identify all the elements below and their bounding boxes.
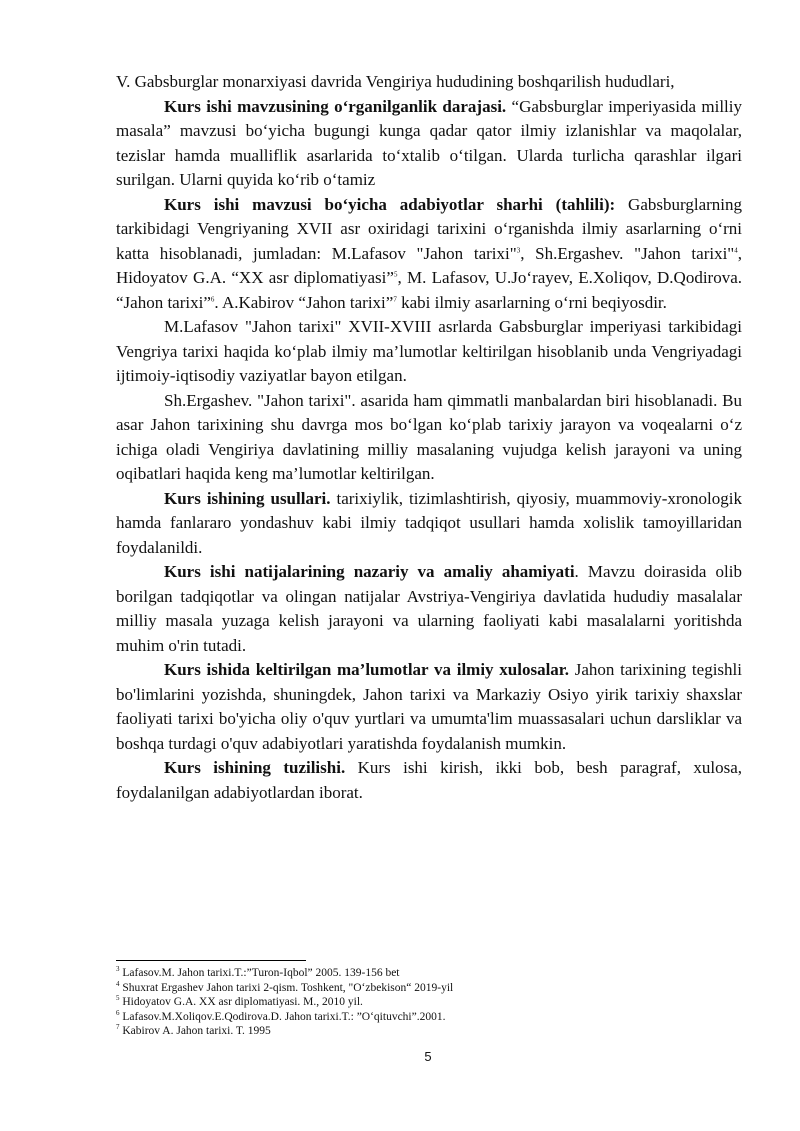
footnote-number: 7 xyxy=(116,1023,120,1032)
footnote-item xyxy=(116,995,742,1010)
footnote-number: 3 xyxy=(116,965,120,974)
footnote-ref: 3 xyxy=(516,245,521,254)
heading-structure: Kurs ishining tuzilishi. xyxy=(164,758,346,777)
text-structure: Kurs ishi kirish, ikki bob, besh paragraf, xulosa, foydalanilgan adabiyotlardan iborat. xyxy=(116,758,742,802)
footnote-text: Shuxrat Ergashev Jahon tarixi 2-qism. Toshkent, "O‘zbekison“ 2019-yil xyxy=(119,981,454,994)
text-literature-review-2: , Sh.Ergashev. "Jahon tarixi" xyxy=(520,243,735,263)
paragraph-ergashev: Sh.Ergashev. "Jahon tarixi". asarida ham qimmatli manbalardan biri hisoblanadi. Bu asar Jahon tarixining shu davrga mos bo‘lgan ko‘plab tarixiy jarayon va voqealarni o‘z ichiga oladi Vengiriya davlatining milliy masalaning vujudga kelish jarayoni va uning oqibatlari haqida keng ma’lumotlar keltirilgan. xyxy=(116,390,742,483)
heading-study-degree: Kurs ishi mavzusining o‘rganilganlik darajasi. xyxy=(164,96,507,116)
text-literature-review-6: kabi ilmiy asarlarning o‘rni beqiyosdir. xyxy=(396,292,667,312)
paragraph-lafasov: M.Lafasov "Jahon tarixi" XVII-XVIII asrlarda Gabsburglar imperiyasi tarkibidagi Vengriya tarixi haqida ko‘plab ilmiy ma’lumotlar keltirilgan hisoblanib unda Vengriyadagi ijtimoiy-iqtisodiy vaziyatlar bayon etilgan. xyxy=(116,317,742,385)
text-conclusions: Jahon tarixining tegishli bo'limlarini yozishda, shuningdek, Jahon tarixi va Markaziy Osiyo yirik tarixiy shaxslar faoliyati tarixi bo'yicha oliy o'quv yurtlari va umumta'lim muassasalari uchun darsliklar va boshqa turdagi o'quv adabiyotlari yaratishda foydalanish mumkin. xyxy=(116,660,742,753)
paragraph-conclusions xyxy=(116,658,742,756)
footnote-number: 4 xyxy=(116,979,120,988)
page-number: 5 xyxy=(424,1049,432,1064)
footnote-item xyxy=(116,1024,742,1039)
heading-literature-review: Kurs ishi mavzusi bo‘yicha adabiyotlar sharhi (tahlili): xyxy=(164,194,616,214)
footnote-item xyxy=(116,1010,742,1025)
document-body xyxy=(116,70,742,805)
footnote-ref: 6 xyxy=(210,294,215,303)
footnote-ref: 4 xyxy=(734,245,738,254)
text-literature-review-5: . A.Kabirov “Jahon tarixi” xyxy=(214,292,394,312)
footnote-separator xyxy=(116,960,306,961)
footnote-text: Lafasov.M.Xoliqov.E.Qodirova.D. Jahon tarixi.T.: ”O‘qituvchi”.2001. xyxy=(119,1010,446,1023)
text-study-degree: “Gabsburglar imperiyasida milliy masala” mavzusi bo‘yicha bugungi kunga qadar qator ilmiy izlanishlar va maqolalar, tezislar hamda mualliflik asarlarida to‘xtalib o‘tilgan. Ularda turlicha qarashlar ilgari surilgan. Ularni quyida ko‘rib o‘tamiz xyxy=(116,96,742,189)
text-literature-review-4: , M. Lafasov, U.Jo‘rayev, E.Xoliqov, D.Qodirova. “Jahon tarixi” xyxy=(116,268,743,312)
paragraph-significance xyxy=(116,560,742,658)
footnote-number: 6 xyxy=(116,1008,120,1017)
footnotes xyxy=(116,966,742,1039)
paragraph-structure xyxy=(116,756,742,805)
text-literature-review-1: Gabsburglarning tarkibidagi Vengriyaning XVII asr oxiridagi tarixini o‘rganishda ilmiy asarlarning o‘rni katta hisoblanadi, jumladan: M.Lafasov "Jahon tarixi" xyxy=(116,194,743,263)
paragraph-methods xyxy=(116,487,742,561)
footnote-number: 5 xyxy=(116,994,120,1003)
text-significance: . Mavzu doirasida olib borilgan tadqiqotlar va olingan natijalar Avstriya-Vengiriya davlatida hududiy masalalar milliy masala yuzaga kelish jarayoni va ularning faoliyati kabi masalalarni yoritishda muhim o'rin tutadi. xyxy=(116,562,742,655)
footnote-ref: 7 xyxy=(393,294,397,303)
heading-methods: Kurs ishining usullari. xyxy=(164,488,331,508)
footnote-item xyxy=(116,966,742,981)
heading-significance: Kurs ishi natijalarining nazariy va amaliy ahamiyati xyxy=(164,562,575,581)
heading-conclusions: Kurs ishida keltirilgan ma’lumotlar va ilmiy xulosalar. xyxy=(164,660,570,679)
footnote-item xyxy=(116,981,742,996)
footnote-text: Hidoyatov G.A. XX asr diplomatiyasi. M., 2010 yil. xyxy=(119,996,363,1009)
paragraph-intro-continuation: V. Gabsburglar monarxiyasi davrida Vengiriya hududining boshqarilish hududlari, xyxy=(116,72,675,91)
text-methods: tarixiylik, tizimlashtirish, qiyosiy, muammoviy-xronologik hamda fanlararo yondashuv kabi ilmiy tadqiqot usullari hamda xolislik tamoyillaridan foydalanildi. xyxy=(116,488,742,557)
footnote-text: Lafasov.M. Jahon tarixi.T.:”Turon-Iqbol” 2005. 139-156 bet xyxy=(119,967,400,979)
paragraph-literature-review xyxy=(116,193,742,316)
paragraph-study-degree xyxy=(116,95,742,193)
footnote-text: Kabirov A. Jahon tarixi. T. 1995 xyxy=(119,1025,271,1038)
footnote-ref: 5 xyxy=(393,270,398,279)
text-literature-review-3: , Hidoyatov G.A. “XX asr diplomatiyasi” xyxy=(116,243,742,287)
